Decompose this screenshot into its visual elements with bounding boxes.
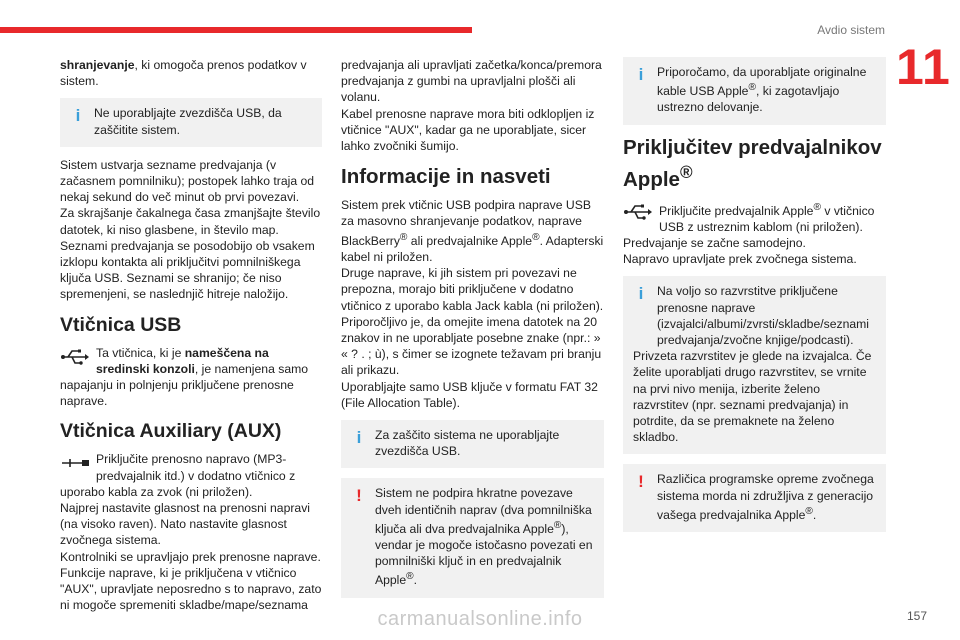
column-3: [623, 57, 886, 542]
paragraph: Funkcije naprave, ki je priključena v vtičnico "AUX", upravljate neposredno s to napravo, zato ni mogoče spremeniti skladbe/mape/seznama: [60, 565, 322, 613]
paragraph: Predvajanje se začne samodejno.: [623, 235, 806, 250]
column-1: [60, 57, 322, 613]
info-icon: i: [638, 65, 644, 84]
warning-note: ! Sistem ne podpira hkratne povezave dveh identičnih naprav (dva pomnilniška ključa ali dva predvajalnika Apple®), vendar je mogoče istočasno povezati en pomnilniški ključ in en predvajalnik Apple®.: [341, 478, 604, 597]
heading-apple-players: Priključitev predvajalnikov Apple®: [623, 135, 882, 191]
aux-jack-icon: [60, 452, 90, 474]
info-icon: i: [638, 284, 644, 304]
paragraph: Kabel prenosne naprave mora biti odklopljen iz vtičnice "AUX", kadar ga ne uporabljate, sicer lahko zvočniki šumijo.: [341, 106, 595, 154]
info-note: i Za zaščito sistema ne uporabljajte zvezdišča USB.: [341, 420, 604, 468]
paragraph: Sistem ustvarja sezname predvajanja (v začasnem pomnilniku); postopek lahko traja od nekaj sekund do več minut ob prvi povezavi.: [60, 157, 315, 205]
warning-note: ! Različica programske opreme zvočnega sistema morda ni združljiva z generacijo vašega predvajalnika Apple®.: [623, 464, 886, 532]
warning-icon: !: [638, 472, 644, 492]
heading-aux-socket: Vtičnica Auxiliary (AUX): [60, 420, 282, 443]
paragraph: Sistem prek vtičnic USB podpira naprave USB za masovno shranjevanje podatkov, naprave BlackBerry® ali predvajalnike Apple®. Adapterski kabel ni priložen.: [341, 198, 604, 264]
page-number: 157: [906, 609, 927, 623]
paragraph: Kontrolniki se upravljajo prek prenosne naprave.: [60, 549, 321, 564]
chapter-number: 11: [896, 39, 951, 95]
usb-paragraph: Ta vtičnica, ki je nameščena na sredinski konzoli, je namenjena samo napajanju in polnjenju priključene prenosne naprave.: [60, 345, 309, 409]
paragraph: Za skrajšanje čakalnega časa zmanjšajte število datotek, ki niso glasbene, in število map.: [60, 206, 321, 237]
heading-info-tips: Informacije in nasveti: [341, 165, 551, 189]
intro-paragraph: shranjevanje, ki omogoča prenos podatkov v sistem.: [60, 58, 307, 89]
info-icon: i: [75, 106, 81, 126]
usb-icon: [623, 201, 653, 223]
paragraph: Napravo upravljate prek zvočnega sistema.: [623, 252, 857, 267]
info-note: i Na voljo so razvrstitve priključene prenosne naprave (izvajalci/albumi/zvrsti/skladbe/seznami predvajanja/zvočne knjige/podcasti). Privzeta razvrstitev je glede na izvajalca. Če želite uporabljati drugo razvrstitev, se vrnite na prvi nivo menija, izberite želeno razvrstitev (npr. seznami predvajanja) in potrdite, da se premaknete na želeno skladbo.: [623, 276, 886, 454]
section-title: Avdio sistem: [817, 23, 885, 37]
paragraph: Najprej nastavite glasnost na prenosni napravi (na visoko raven). Nato nastavite glasnost zvočnega sistema.: [60, 501, 310, 548]
usb-icon: [60, 346, 90, 368]
info-icon: i: [356, 427, 362, 447]
heading-usb-socket: Vtičnica USB: [60, 313, 182, 336]
info-note: i Priporočamo, da uporabljate originalne kable USB Apple®, ki zagotavljajo ustrezno delovanje.: [623, 57, 886, 125]
paragraph: Seznami predvajanja se posodobijo ob vsakem izklopu kontakta ali priključitvi pomnilniškega ključa USB. Seznami se shranijo; če niso spremenjeni, se naslednjič hitreje naložijo.: [60, 238, 315, 302]
warning-icon: !: [356, 486, 362, 506]
paragraph: predvajanja ali upravljati začetka/konca/premora predvajanja z gumbi na upravljalni plošči ali volanu.: [341, 58, 602, 105]
column-2: [341, 57, 604, 608]
info-note: i Ne uporabljajte zvezdišča USB, da zaščitite sistem.: [60, 98, 322, 146]
aux-paragraph: Priključite prenosno napravo (MP3-predvajalnik itd.) v dodatno vtičnico z uporabo kabla za zvok (ni priložen).: [60, 452, 296, 499]
apple-paragraph: Priključite predvajalnik Apple® v vtičnico USB z ustreznim kablom (ni priložen).: [623, 200, 886, 235]
paragraph: Druge naprave, ki jih sistem pri povezavi ne prepozna, morajo biti priključene v dodatno vtičnico z uporabo kabla Jack kabla (ni priložen).: [341, 266, 604, 313]
paragraph: Uporabljajte samo USB ključe v formatu FAT 32 (File Allocation Table).: [341, 379, 598, 410]
header-accent-bar: [0, 27, 472, 33]
paragraph: Priporočljivo je, da omejite imena datotek na 20 znakov in ne uporabljate posebne znake (npr.: » « ? . ; ù), s čimer se izognete težavam pri branju ali prikazu.: [341, 314, 602, 378]
watermark: carmanualsonline.info: [377, 608, 583, 630]
